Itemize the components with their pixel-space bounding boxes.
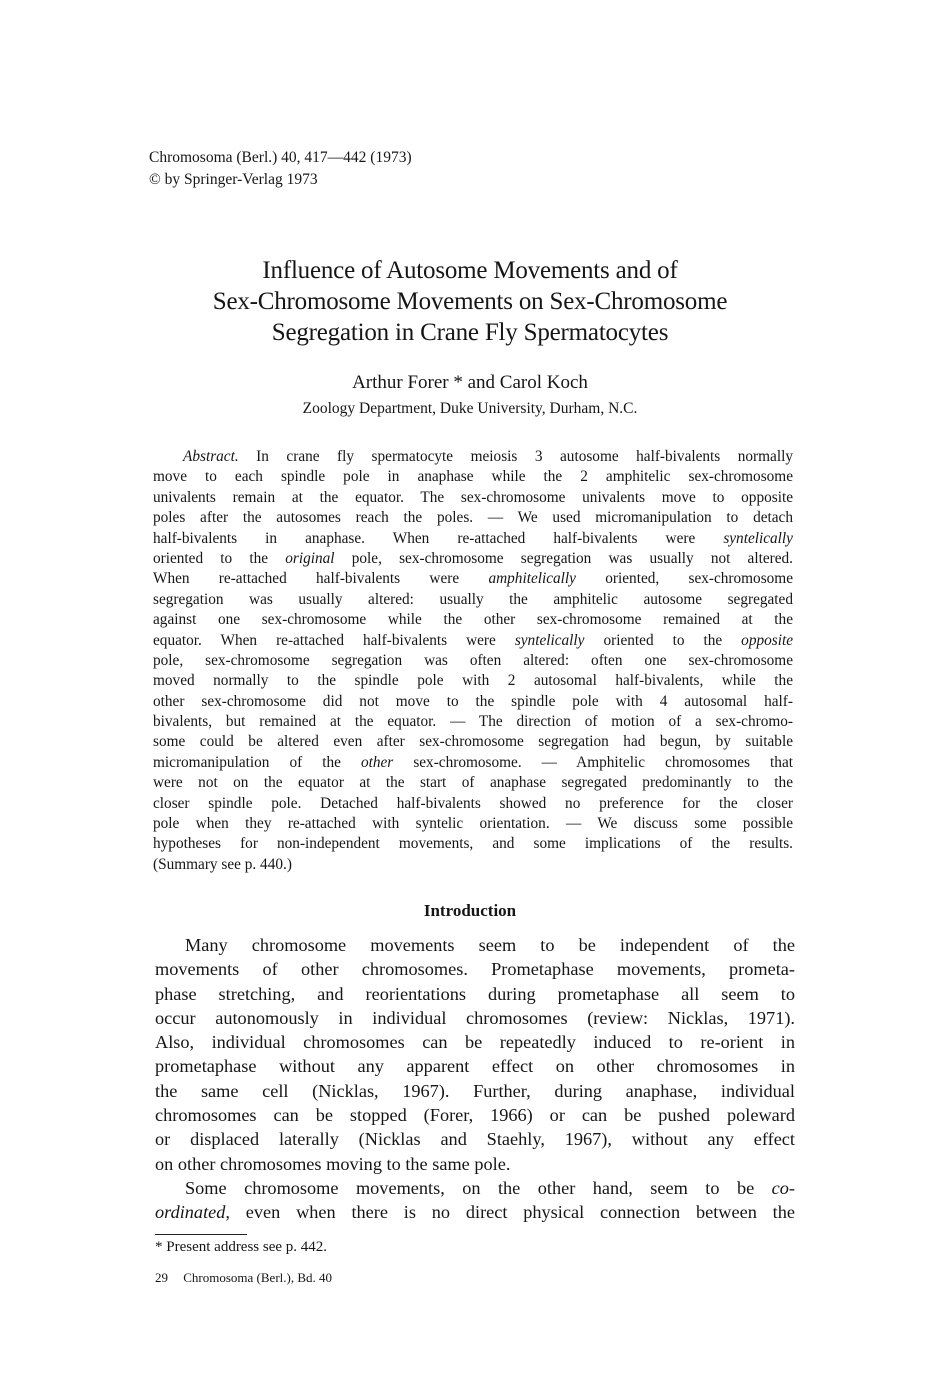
abstract-line: move to each spindle pole in anaphase while the 2 amphitelic sex-chromosome: [153, 468, 793, 486]
paragraph-line: Also, individual chromosomes can be repeatedly induced to re-orient in: [155, 1032, 795, 1053]
abstract-line: hypotheses for non-independent movements, and some implications of the results.: [153, 835, 793, 853]
abstract-line: other sex-chromosome did not move to the spindle pole with 4 autosomal half-: [153, 692, 793, 710]
abstract-line: (Summary see p. 440.): [153, 855, 292, 873]
section-heading-introduction: Introduction: [423, 901, 517, 920]
abstract-line: micromanipulation of the other sex-chromosome. — Amphitelic chromosomes that: [153, 753, 793, 771]
paragraph-line: movements of other chromosomes. Prometaphase movements, prometa-: [155, 959, 795, 980]
paragraph-line: prometaphase without any apparent effect on other chromosomes in: [155, 1056, 795, 1077]
affiliation: Zoology Department, Duke University, Durham, N.C.: [302, 400, 638, 417]
abstract-line: poles after the autosomes reach the poles. — We used micromanipulation to detach: [153, 509, 793, 527]
journal-header: [149, 147, 412, 191]
abstract-line: equator. When re-attached half-bivalents were syntelically oriented to the opposite: [153, 631, 794, 649]
abstract-line: moved normally to the spindle pole with 2 autosomal half-bivalents, while the: [153, 672, 793, 690]
copyright-line: © by Springer-Verlag 1973: [149, 171, 318, 188]
title-line-1: Influence of Autosome Movements and of: [262, 257, 678, 284]
abstract-line: univalents remain at the equator. The sex-chromosome univalents move to opposite: [153, 488, 793, 506]
abstract-line: were not on the equator at the start of anaphase segregated predominantly to the: [153, 774, 793, 792]
paragraph-line: or displaced laterally (Nicklas and Staehly, 1967), without any effect: [155, 1129, 795, 1150]
abstract-label: Abstract.: [183, 448, 239, 465]
abstract-line: segregation was usually altered: usually the amphitelic autosome segregated: [153, 590, 793, 608]
title-line-2: Sex-Chromosome Movements on Sex-Chromosome: [212, 288, 728, 315]
footnote-divider: [155, 1234, 247, 1235]
abstract-line: pole when they re-attached with syntelic orientation. — We discuss some possible: [153, 815, 793, 833]
signature-number: 29: [155, 1270, 168, 1285]
abstract-line: against one sex-chromosome while the other sex-chromosome remained at the: [153, 611, 793, 629]
paragraph-line: Some chromosome movements, on the other hand, seem to be co-: [185, 1177, 795, 1198]
paragraph-line: chromosomes can be stopped (Forer, 1966) or can be pushed poleward: [155, 1105, 795, 1126]
abstract-line: bivalents, but remained at the equator. — The direction of motion of a sex-chromo-: [153, 713, 793, 731]
title-line-3: Segregation in Crane Fly Spermatocytes: [271, 319, 669, 346]
abstract-line: half-bivalents in anaphase. When re-attached half-bivalents were syntelically: [153, 529, 793, 547]
introduction-body: [155, 933, 795, 1225]
author-list: Arthur Forer * and Carol Koch: [352, 372, 588, 393]
footer-journal: Chromosoma (Berl.), Bd. 40: [183, 1270, 333, 1285]
abstract-line: oriented to the original pole, sex-chromosome segregation was usually not altered.: [153, 549, 793, 567]
paragraph-line: phase stretching, and reorientations during prometaphase all seem to: [155, 983, 795, 1004]
paper-title: [120, 255, 820, 348]
paragraph-line: the same cell (Nicklas, 1967). Further, during anaphase, individual: [155, 1080, 795, 1101]
journal-citation: Chromosoma (Berl.) 40, 417—442 (1973): [149, 149, 412, 166]
paragraph-line: ordinated, even when there is no direct physical connection between the: [155, 1202, 795, 1223]
page-footer: [155, 1269, 332, 1287]
abstract-line: pole, sex-chromosome segregation was often altered: often one sex-chromosome: [153, 651, 793, 669]
abstract-line: some could be altered even after sex-chromosome segregation had begun, by suitable: [153, 733, 793, 751]
abstract-line: When re-attached half-bivalents were amphitelically oriented, sex-chromosome: [153, 570, 793, 588]
abstract-line: closer spindle pole. Detached half-bivalents showed no preference for the closer: [153, 794, 793, 812]
abstract: [153, 447, 793, 875]
footnote: * Present address see p. 442.: [155, 1239, 328, 1255]
paragraph-line: on other chromosomes moving to the same pole.: [155, 1153, 511, 1174]
paragraph-line: Many chromosome movements seem to be independent of the: [185, 935, 795, 955]
paragraph-line: occur autonomously in individual chromosomes (review: Nicklas, 1971).: [155, 1007, 795, 1028]
abstract-line: Abstract. In crane fly spermatocyte meiosis 3 autosome half-bivalents normally: [183, 448, 793, 465]
